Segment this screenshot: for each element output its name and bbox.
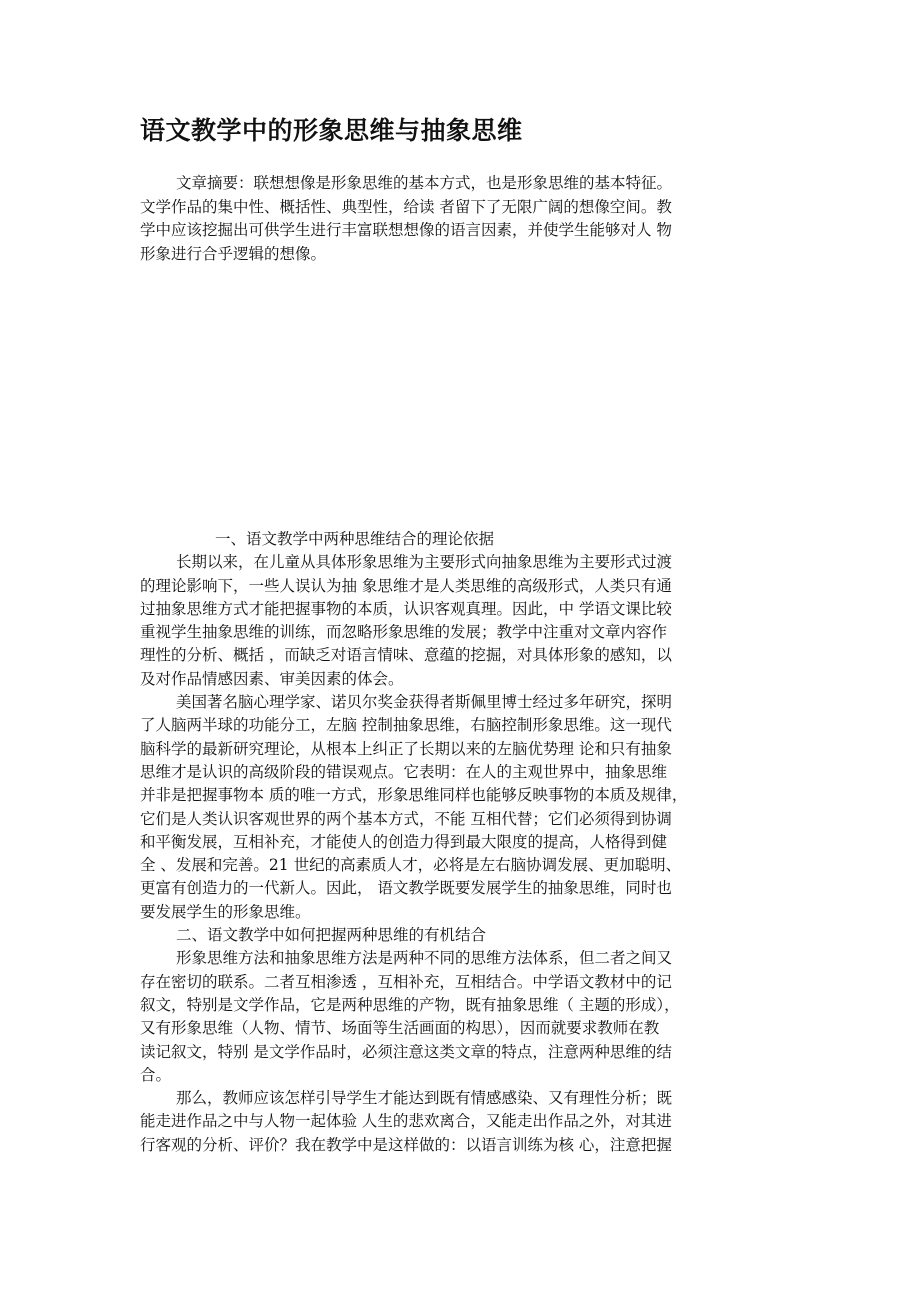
paragraph-2-line: 美国著名脑心理学家、诺贝尔奖金获得者斯佩里博士经过多年研究，探明 <box>176 693 673 712</box>
paragraph-3-line: 合。 <box>140 1065 172 1084</box>
paragraph-2-line: 它们是人类认识客观世界的两个基本方式，不能 互相代替；它们必须得到协调 <box>140 809 672 828</box>
paragraph-3-line: 读记叙文，特别 是文学作品时，必须注意这类文章的特点，注意两种思维的结 <box>140 1042 672 1061</box>
paragraph-2-line: 脑科学的最新研究理论，从根本上纠正了长期以来的左脑优势理 论和只有抽象 <box>140 739 672 758</box>
paragraph-3-line: 又有形象思维（人物、情节、场面等生活画面的构思），因而就要求教师在教 <box>140 1019 660 1038</box>
document-title: 语文教学中的形象思维与抽象思维 <box>140 116 523 145</box>
paragraph-3-line: 叙文，特别是文学作品，它是两种思维的产物，既有抽象思维（ 主题的形成）， <box>140 995 680 1014</box>
paragraph-1-line: 及对作品情感因素、审美因素的体会。 <box>140 669 404 688</box>
paragraph-1-line: 长期以来，在儿童从具体形象思维为主要形式向抽象思维为主要形式过渡 <box>176 553 673 572</box>
paragraph-2-line: 了人脑两半球的功能分工，左脑 控制抽象思维，右脑控制形象思维。这一现代 <box>140 716 672 735</box>
paragraph-4-line: 行客观的分析、评价？我在教学中是这样做的：以语言训练为核 心，注意把握 <box>140 1135 672 1154</box>
abstract-line: 学中应该挖掘出可供学生进行丰富联想想像的语言因素，并使学生能够对人 物 <box>140 221 672 239</box>
paragraph-4-line: 那么，教师应该怎样引导学生才能达到既有情感感染、又有理性分析；既 <box>176 1089 673 1108</box>
section-heading-1: 一、语文教学中两种思维结合的理论依据 <box>215 530 495 548</box>
section-heading-2: 二、语文教学中如何把握两种思维的有机结合 <box>176 926 487 945</box>
paragraph-2-line: 和平衡发展，互相补充，才能使人的创造力得到最大限度的提高，人格得到健 <box>140 832 668 851</box>
abstract-line: 文章摘要：联想想像是形象思维的基本方式，也是形象思维的基本特征。 <box>176 174 673 192</box>
paragraph-1-line: 过抽象思维方式才能把握事物的本质，认识客观真理。因此，中 学语文课比较 <box>140 599 672 618</box>
paragraph-1-line: 理性的分析、概括 ，而缺乏对语言情味、意蕴的挖掘，对具体形象的感知，以 <box>140 646 672 665</box>
abstract-line: 文学作品的集中性、概括性、典型性，给读 者留下了无限广阔的想像空间。教 <box>140 197 672 216</box>
paragraph-2-line: 要发展学生的形象思维。 <box>140 902 311 921</box>
paragraph-2-line: 更富有创造力的一代新人。因此， 语文教学既要发展学生的抽象思维，同时也 <box>140 879 672 898</box>
abstract-paragraph <box>140 172 780 266</box>
abstract-line: 形象进行合乎逻辑的想像。 <box>140 244 327 263</box>
body-text <box>140 528 790 1157</box>
paragraph-3-line: 存在密切的联系。二者互相渗透 ，互相补充，互相结合。中学语文教材中的记 <box>140 972 672 991</box>
paragraph-2-line: 思维才是认识的高级阶段的错误观点。它表明：在人的主观世界中，抽象思维 <box>140 762 668 781</box>
paragraph-2-line: 并非是把握事物本 质的唯一方式，形象思维同样也能够反映事物的本质及规律， <box>140 786 688 805</box>
paragraph-1-line: 的理论影响下，一些人误认为抽 象思维才是人类思维的高级形式，人类只有通 <box>140 576 672 595</box>
paragraph-2-line: 全 、发展和完善。21 世纪的高素质人才，必将是左右脑协调发展、更加聪明、 <box>140 856 682 875</box>
paragraph-1-line: 重视学生抽象思维的训练，而忽略形象思维的发展；教学中注重对文章内容作 <box>140 623 668 642</box>
paragraph-4-line: 能走进作品之中与人物一起体验 人生的悲欢离合，又能走出作品之外，对其进 <box>140 1112 672 1131</box>
paragraph-3-line: 形象思维方法和抽象思维方法是两种不同的思维方法体系，但二者之间又 <box>176 949 673 968</box>
